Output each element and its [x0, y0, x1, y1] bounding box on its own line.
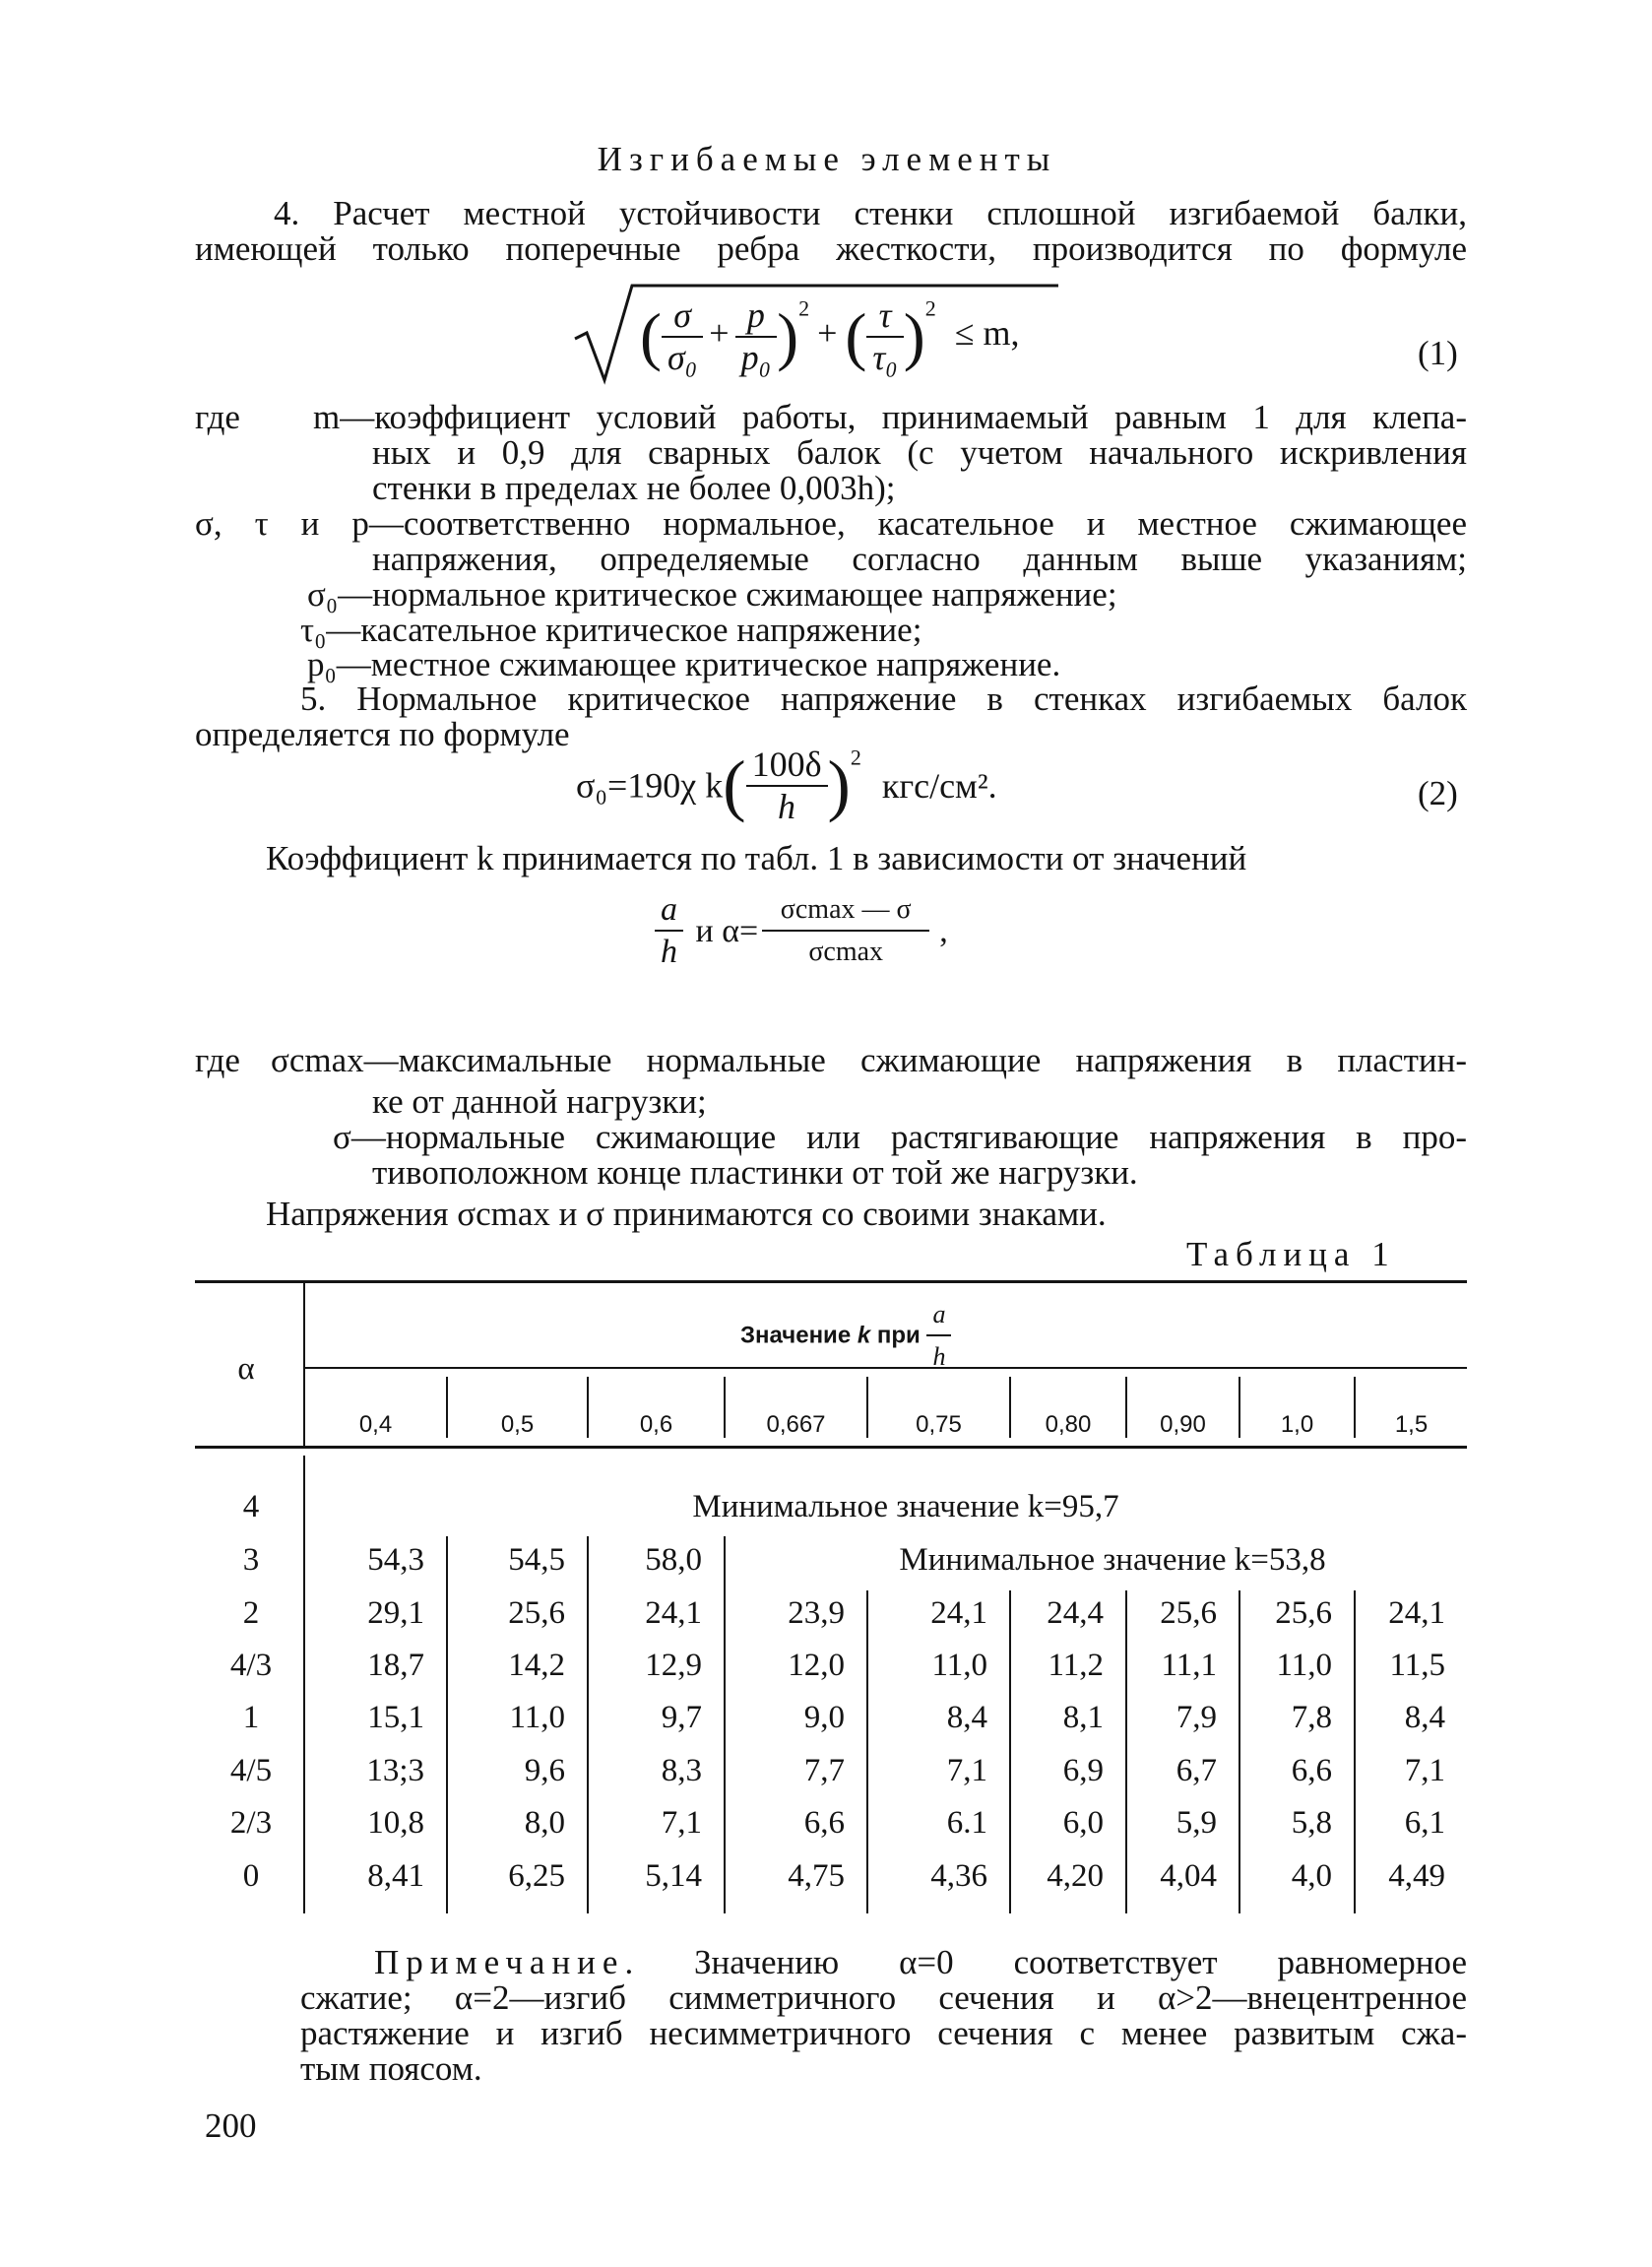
where1-p0: p₀—местное сжимающее критическое напряжение.: [307, 645, 1061, 683]
column-header: 0,90: [1160, 1411, 1206, 1438]
where2-label: где: [195, 1041, 240, 1079]
table-header-rule: [305, 1367, 1467, 1369]
table-cell: 8,41: [367, 1858, 424, 1894]
table-cell: 5,14: [645, 1858, 702, 1894]
table-cell: 29,1: [367, 1595, 424, 1631]
note-line4: тым поясом.: [300, 2049, 482, 2088]
f1-rhs: ≤ m,: [954, 313, 1020, 354]
f2-exp: 2: [850, 745, 861, 770]
table-cell: 6,25: [508, 1858, 565, 1894]
f1-p: p: [746, 295, 765, 335]
f1-plus-2: +: [817, 313, 838, 354]
f1-plus-1: +: [709, 313, 730, 354]
f1-exp-2: 2: [924, 295, 936, 321]
row-alpha-label: 4: [242, 1489, 260, 1524]
f1-p0: p₀: [740, 338, 772, 377]
formula-1: ( $\frac{\sigma}{\text{σ₀}}$ + $\frac{p}{\text{p₀}}$ )$^2$+ ( $\frac{\tau}{\text{τ₀}}$ )$^2$ ≤ m,: [571, 278, 1122, 386]
table-cell: 9,0: [803, 1700, 845, 1735]
table-cell: 7,7: [803, 1753, 845, 1788]
table-top-rule: [195, 1280, 1467, 1283]
table-cell: 24,1: [645, 1595, 702, 1631]
table-cell: 8,4: [946, 1700, 987, 1735]
table-cell: 6,7: [1175, 1753, 1217, 1788]
group-header: Значение k при $\frac{a}{h}$: [740, 1296, 951, 1357]
f2-den: h: [778, 787, 796, 826]
f3-comma: ,: [939, 912, 948, 949]
formula-2: σ₀=190χ k( $\frac{100\delta}{h}$ )$^2$ кгс/см².: [576, 745, 997, 826]
formula-1-number: (1): [1418, 334, 1458, 372]
table-cell: 11,0: [509, 1700, 565, 1735]
table-cell: 24,1: [1388, 1595, 1445, 1631]
table-cell: 11,0: [1276, 1648, 1332, 1683]
column-header: 1,0: [1280, 1411, 1314, 1438]
f1-tau0: τ₀: [872, 338, 898, 377]
f1-tau: τ: [878, 295, 892, 335]
table-cell: 7,9: [1175, 1700, 1217, 1735]
formula-2-number: (2): [1418, 774, 1458, 812]
row-alpha-label: 2: [242, 1595, 260, 1631]
table-cell: 8,3: [661, 1753, 702, 1788]
table-cell: 4,20: [1047, 1858, 1104, 1894]
table-cell: 5,8: [1291, 1805, 1332, 1841]
table-cell: 8,0: [524, 1805, 565, 1841]
row-alpha-label: 1: [242, 1700, 260, 1735]
f1-sigma: σ: [673, 295, 691, 335]
table-cell: 14,2: [508, 1648, 565, 1683]
where1-m-line3: стенки в пределах не более 0,003h);: [372, 469, 896, 507]
f3-a: a: [661, 891, 677, 928]
table-cell: 25,6: [1275, 1595, 1332, 1631]
page-number: 200: [205, 2106, 257, 2145]
row-alpha-label: 4/5: [229, 1753, 273, 1788]
where1-stp-line2: напряжения, определяемые согласно данным выше указаниям;: [372, 540, 1467, 578]
f1-exp-1: 2: [798, 295, 810, 321]
f2-lhs: σ₀=190χ k: [576, 765, 724, 806]
span-row-alpha-3: Минимальное значение k=53,8: [899, 1542, 1326, 1578]
table-cell: 23,9: [788, 1595, 845, 1631]
where1-stp-line1: σ, τ и p—соответственно нормальное, касательное и местное сжимающее: [195, 504, 1467, 543]
table-cell: 7,1: [1404, 1753, 1445, 1788]
where2-s-line1: σ—нормальные сжимающие или растягивающие напряжения в про-: [333, 1118, 1467, 1156]
note-label: Примечание.: [374, 1943, 641, 1981]
note-line3: растяжение и изгиб несимметричного сечения с менее развитым сжа-: [300, 2014, 1467, 2052]
table-cell: 6,0: [1062, 1805, 1104, 1841]
f3-and-alpha: и α=: [695, 912, 759, 949]
table-cell: 12,9: [645, 1648, 702, 1683]
table-cell: 4,0: [1291, 1858, 1332, 1894]
row-alpha-label: 0: [242, 1858, 260, 1894]
table-cell: 4,36: [930, 1858, 987, 1894]
f2-unit: кгс/см².: [881, 765, 997, 806]
table-cell: 9,6: [524, 1753, 565, 1788]
table-cell: 9,7: [661, 1700, 702, 1735]
table-cell: 58,0: [645, 1542, 702, 1578]
table-cell: 6,1: [1404, 1805, 1445, 1841]
f3-num: σcmax — σ: [762, 891, 929, 932]
table-cell: 4,49: [1388, 1858, 1445, 1894]
table-cell: 8,1: [1062, 1700, 1104, 1735]
table-cell: 24,1: [930, 1595, 987, 1631]
where2-smax-line2: ке от данной нагрузки;: [372, 1082, 707, 1121]
table-cell: 7,8: [1291, 1700, 1332, 1735]
table-cell: 7,1: [661, 1805, 702, 1841]
where2-smax-line1: σcmax—максимальные нормальные сжимающие напряжения в пластин-: [271, 1041, 1467, 1079]
where1-m-line2: ных и 0,9 для сварных балок (с учетом начального искривления: [372, 433, 1467, 472]
table-cell: 6,6: [803, 1805, 845, 1841]
span-row-alpha-4: Минимальное значение k=95,7: [692, 1489, 1119, 1524]
table-cell: 8,4: [1404, 1700, 1445, 1735]
para4-line1: 4. Расчет местной устойчивости стенки сплошной изгибаемой балки,: [274, 194, 1467, 232]
note-line2: сжатие; α=2—изгиб симметричного сечения и α>2—внецентренное: [300, 1978, 1467, 2017]
column-header: 0,4: [358, 1411, 393, 1438]
signs-line: Напряжения σcmax и σ принимаются со своими знаками.: [266, 1195, 1107, 1233]
column-header: 0,6: [639, 1411, 673, 1438]
where1-m-line1: m—коэффициент условий работы, принимаемый равным 1 для клепа-: [313, 398, 1467, 436]
table-cell: 5,9: [1175, 1805, 1217, 1841]
table-head-bottom-rule: [195, 1446, 1467, 1449]
para5-line2: определяется по формуле: [195, 715, 570, 753]
table-cell: 12,0: [788, 1648, 845, 1683]
table-caption: Таблица 1: [1186, 1235, 1396, 1273]
column-header: 1,5: [1394, 1411, 1429, 1438]
where2-s-line2: тивоположном конце пластинки от той же нагрузки.: [372, 1153, 1138, 1192]
table-cell: 25,6: [1160, 1595, 1217, 1631]
row-alpha-label: 2/3: [229, 1805, 273, 1841]
column-header: 0,5: [500, 1411, 535, 1438]
table-cell: 11,5: [1389, 1648, 1445, 1683]
column-header: 0,75: [916, 1411, 962, 1438]
section-title: Изгибаемые элементы: [597, 140, 1057, 178]
table-cell: 7,1: [946, 1753, 987, 1788]
para5-line1: 5. Нормальное критическое напряжение в стенках изгибаемых балок: [300, 680, 1467, 718]
body-divider-alpha: [303, 1456, 305, 1913]
table-cell: 4,04: [1160, 1858, 1217, 1894]
f1-sigma0: σ₀: [667, 338, 698, 377]
table-cell: 6.1: [946, 1805, 987, 1841]
table-cell: 24,4: [1047, 1595, 1104, 1631]
table-cell: 25,6: [508, 1595, 565, 1631]
table-cell: 10,8: [367, 1805, 424, 1841]
coef-line: Коэффициент k принимается по табл. 1 в зависимости от значений: [266, 839, 1247, 877]
table-cell: 6,9: [1062, 1753, 1104, 1788]
table-cell: 6,6: [1291, 1753, 1332, 1788]
table-cell: 11,2: [1048, 1648, 1104, 1683]
table-cell: 54,3: [367, 1542, 424, 1578]
f3-den: σcmax: [808, 937, 884, 967]
f3-h: h: [661, 934, 677, 970]
table-cell: 18,7: [367, 1648, 424, 1683]
table-cell: 13;3: [366, 1753, 424, 1788]
para4-line2: имеющей только поперечные ребра жесткости, производится по формуле: [195, 229, 1467, 268]
where1-sigma0: σ₀—нормальное критическое сжимающее напряжение;: [307, 575, 1117, 614]
row-alpha-label: 4/3: [229, 1648, 273, 1683]
table-cell: 54,5: [508, 1542, 565, 1578]
f2-num: 100δ: [746, 746, 828, 787]
table-cell: 11,1: [1161, 1648, 1217, 1683]
row-alpha-label: 3: [242, 1542, 260, 1578]
table-cell: 4,75: [788, 1858, 845, 1894]
where1-tau0: τ₀—касательное критическое напряжение;: [300, 611, 922, 649]
column-header: 0,667: [766, 1411, 826, 1438]
alpha-header: α: [237, 1351, 255, 1387]
table-cell: 11,0: [931, 1648, 987, 1683]
column-header: 0,80: [1045, 1411, 1092, 1438]
table-cell: 15,1: [367, 1700, 424, 1735]
note-line1: Значению α=0 соответствует равномерное: [694, 1943, 1467, 1981]
where1-label: где: [195, 398, 240, 436]
